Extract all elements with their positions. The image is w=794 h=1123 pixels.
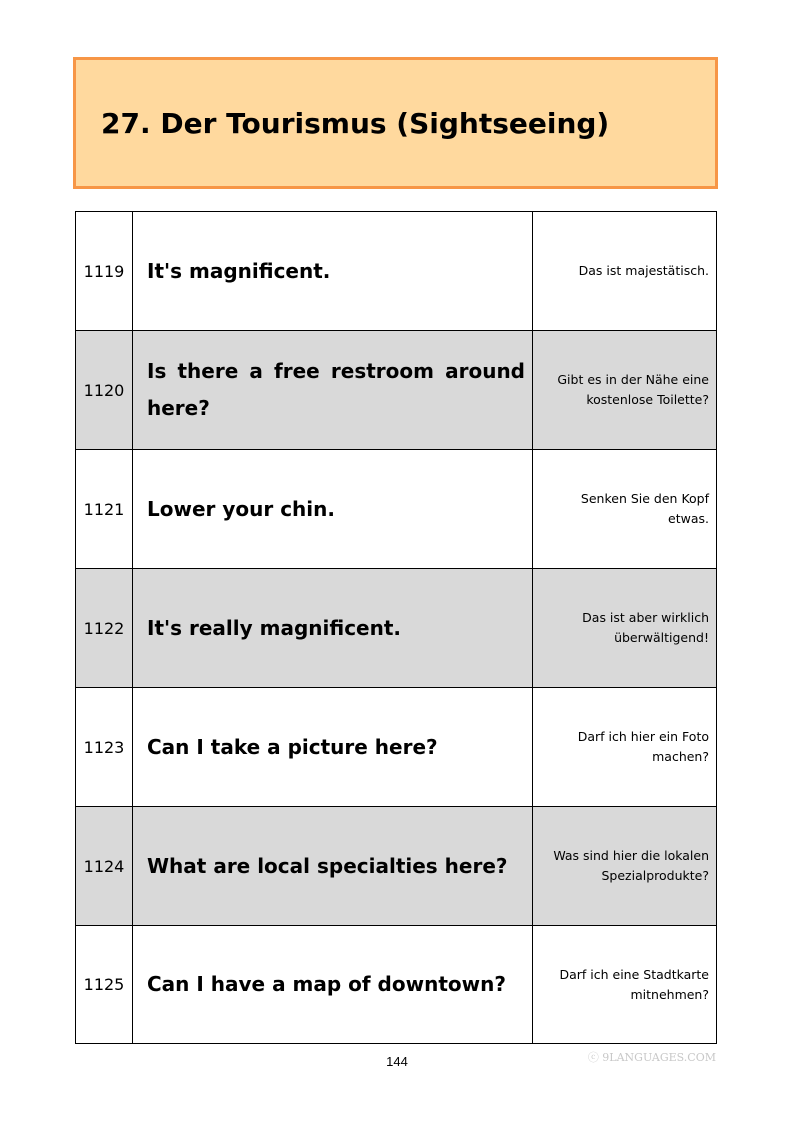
table-row — [76, 212, 717, 331]
german-line: Senken Sie den Kopf etwas. — [580, 491, 709, 526]
german-line: Was sind hier die lokalen — [553, 848, 709, 863]
table-row — [76, 807, 717, 926]
german-line: Darf ich eine Stadtkarte — [559, 966, 709, 982]
table-row — [76, 331, 717, 450]
chapter-title: 27. Der Tourismus (Sightseeing) — [101, 107, 610, 140]
german-line: Darf ich hier ein Foto machen? — [577, 729, 709, 764]
english-phrase: Can I take a picture here? — [133, 688, 533, 807]
german-translation — [533, 212, 717, 331]
german-line: Spezialprodukte? — [601, 868, 709, 883]
german-line: Das ist aber wirklich — [582, 610, 709, 625]
phrase-number: 1123 — [76, 688, 133, 807]
phrase-number: 1124 — [76, 807, 133, 926]
german-translation — [533, 450, 717, 569]
table-row — [76, 569, 717, 688]
german-line: kostenlose Toilette? — [586, 392, 709, 407]
phrase-number: 1120 — [76, 331, 133, 450]
german-line: Gibt es in der Nähe eine — [557, 372, 709, 387]
phrase-number: 1119 — [76, 212, 133, 331]
phrase-table — [75, 211, 717, 1044]
german-translation — [533, 569, 717, 688]
german-translation — [533, 926, 717, 1044]
chapter-title-box — [73, 57, 718, 189]
german-line: überwältigend! — [614, 630, 709, 645]
phrase-number: 1121 — [76, 450, 133, 569]
english-phrase: Is there a free restroom around here? — [133, 331, 533, 450]
copyright-notice: ⓒ 9LANGUAGES.COM — [587, 1051, 716, 1064]
table-row — [76, 450, 717, 569]
english-phrase: Can I have a map of downtown? — [133, 926, 533, 1044]
english-phrase: It's really magnificent. — [133, 569, 533, 688]
english-phrase: Lower your chin. — [133, 450, 533, 569]
german-translation — [533, 331, 717, 450]
phrase-number: 1125 — [76, 926, 133, 1044]
english-phrase: It's magnificent. — [133, 212, 533, 331]
german-line: mitnehmen? — [630, 986, 709, 1002]
german-translation — [533, 807, 717, 926]
table-row — [76, 688, 717, 807]
page-number: 144 — [386, 1054, 408, 1069]
german-line: Das ist majestätisch. — [578, 263, 709, 278]
german-translation — [533, 688, 717, 807]
english-phrase: What are local specialties here? — [133, 807, 533, 926]
phrase-number: 1122 — [76, 569, 133, 688]
table-row — [76, 926, 717, 1044]
